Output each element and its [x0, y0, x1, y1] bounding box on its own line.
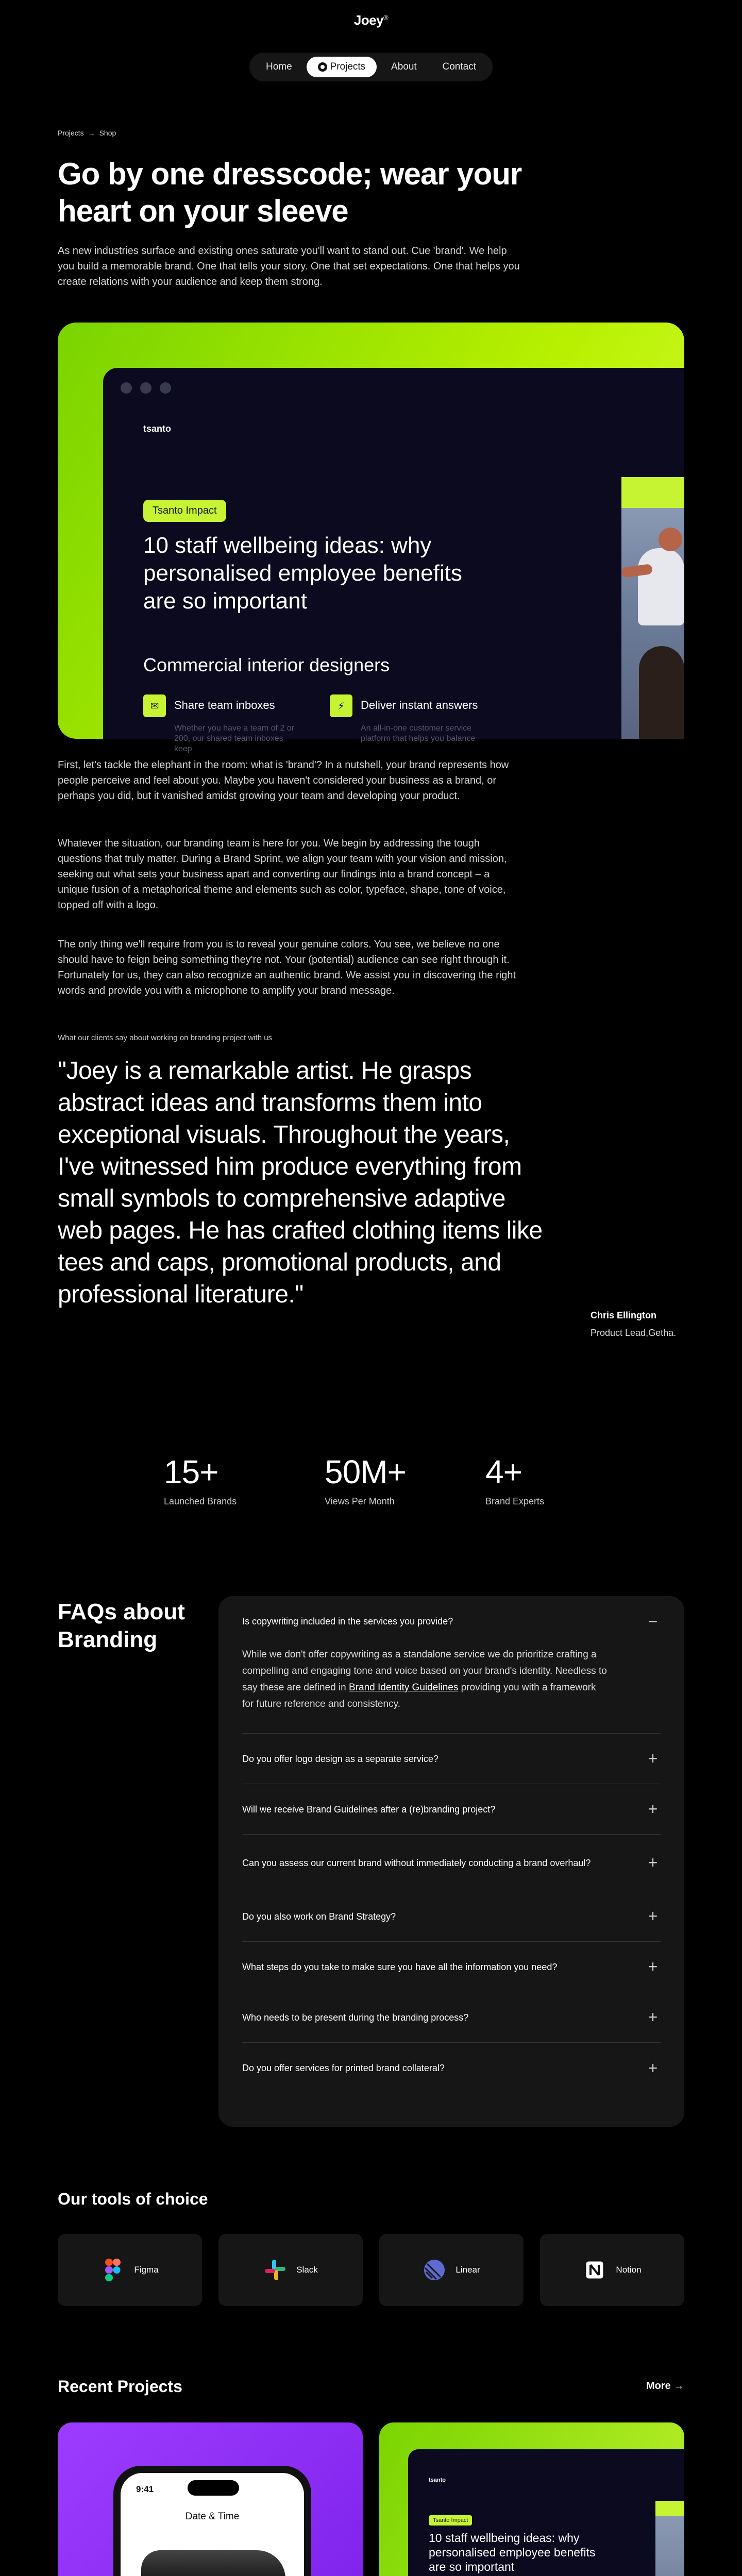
body-paragraph-1: First, let's tackle the elephant in the room: what is 'brand'? In a nutshell, your brand represents how people perceive and feel about you. Maybe you haven't considered your business as a brand, or perhaps you did, but it vanished amidst growing your team and developing your product.: [58, 759, 509, 802]
phone-time: 9:41: [136, 2484, 154, 2494]
photo-figure: [638, 548, 684, 625]
faq-question: Will we receive Brand Guidelines after a (re)branding project?: [242, 1804, 496, 1815]
project-card-crity[interactable]: [58, 2422, 363, 2576]
showcase-feature-2: [330, 694, 490, 744]
photo-figure: [659, 528, 682, 551]
faq-question: Is copywriting included in the services you provide?: [242, 1616, 453, 1626]
nav-projects[interactable]: [307, 57, 377, 77]
showcase-screen: [103, 368, 684, 753]
window-dots: [121, 382, 171, 394]
tool-label: Notion: [616, 2265, 642, 2275]
mini-headline: 10 staff wellbeing ideas: why personalised employee benefits are so important: [429, 2531, 596, 2573]
lightning-icon: ⚡: [330, 694, 352, 717]
nav-contact[interactable]: Contact: [442, 61, 476, 72]
showcase-headline: 10 staff wellbeing ideas: why personalised employee benefits are so important: [143, 533, 462, 614]
stat-launched-brands: [164, 1453, 237, 1507]
tool-figma[interactable]: [58, 2234, 202, 2306]
recent-projects-title: Recent Projects: [58, 2377, 182, 2396]
guidelines-link[interactable]: Brand Identity Guidelines: [349, 1682, 459, 1693]
faq-question: Who needs to be present during the branding process?: [242, 2012, 469, 2023]
photo-figure: [639, 646, 684, 739]
plus-icon[interactable]: +: [648, 1907, 658, 1925]
phone-screen: [121, 2473, 304, 2576]
showcase-subhead: Commercial interior designers: [143, 654, 390, 675]
plus-icon[interactable]: +: [648, 1853, 658, 1872]
faq-answer: [242, 1647, 661, 1734]
person-photo: [655, 2516, 684, 2576]
breadcrumb: [58, 129, 116, 137]
project-card-tsnato[interactable]: [379, 2422, 684, 2576]
nav-about[interactable]: About: [391, 61, 417, 72]
testimonial-lead: What our clients say about working on branding project with us: [58, 1033, 273, 1042]
faq-question: Do you offer logo design as a separate service?: [242, 1753, 439, 1764]
mini-badge: Tsanto Impact: [429, 2515, 472, 2526]
arrow-right-icon: →: [673, 2380, 684, 2392]
testimonial-author: [591, 1307, 684, 1342]
faq-item[interactable]: [242, 1734, 661, 1784]
tool-label: Figma: [134, 2265, 159, 2275]
decorative-block: [621, 477, 684, 508]
stat-value: 4+: [485, 1453, 522, 1490]
faq-item[interactable]: [242, 1992, 661, 2043]
feature-text: Whether you have a team of 2 or 200, our shared team inboxes keep: [174, 724, 295, 753]
stat-experts: [485, 1453, 544, 1507]
plus-icon[interactable]: +: [648, 2058, 658, 2077]
plus-icon[interactable]: +: [648, 1749, 658, 1768]
tool-label: Linear: [456, 2265, 480, 2275]
faq-answer-text: providing you with a framework for future reference and consistency.: [242, 1682, 596, 1709]
feature-title: Deliver instant answers: [361, 699, 478, 711]
slack-icon: [263, 2258, 287, 2282]
tool-slack[interactable]: [218, 2234, 363, 2306]
mini-logo: tsanto: [429, 2477, 446, 2483]
faq-accordion: [218, 1596, 684, 2127]
stat-views: [325, 1453, 406, 1507]
minus-icon[interactable]: −: [648, 1612, 658, 1631]
body-paragraph-2: Whatever the situation, our branding team is here for you. We begin by addressing the tough questions that truly matter. During a Brand Sprint, we align your team with your vision and mission, seeking out what sets your business apart and converting our findings into a brand concept – a unique fusion of a metaphorical theme and elements such as color, typeface, shape, tone of voice, topped off with a logo.: [58, 838, 507, 911]
faq-item-open[interactable]: [242, 1596, 661, 1647]
showcase-feature-1: [143, 694, 303, 754]
phone-header: Date & Time: [185, 2511, 240, 2522]
feature-title: Share team inboxes: [174, 699, 275, 711]
brand-mark: ®: [383, 13, 389, 22]
faq-answer-text: While we don't offer copywriting as a standalone service we do prioritize crafting a compelling and engaging tone and voice based on your brand's identity. Needless to say these are defined in: [242, 1649, 607, 1693]
stat-label: Views Per Month: [325, 1496, 395, 1506]
tool-notion[interactable]: [540, 2234, 684, 2306]
faq-item[interactable]: [242, 1835, 661, 1891]
linear-icon: [423, 2258, 446, 2282]
breadcrumb-current: Shop: [99, 129, 116, 137]
active-dot-icon: [318, 62, 327, 72]
feature-text: An all-in-one customer service platform that helps you balance: [361, 724, 476, 743]
main-nav: [249, 53, 493, 81]
plus-icon[interactable]: +: [648, 1800, 658, 1818]
hero-showcase-image: [58, 323, 684, 753]
stat-value: 15+: [164, 1453, 218, 1490]
faq-question: Do you also work on Brand Strategy?: [242, 1911, 396, 1922]
more-label: More: [646, 2380, 671, 2392]
tool-label: Slack: [296, 2265, 318, 2275]
faq-question: What steps do you take to make sure you have all the information you need?: [242, 1961, 558, 1972]
faq-item[interactable]: [242, 1784, 661, 1835]
faq-item[interactable]: [242, 2043, 661, 2093]
chat-icon: ✉: [143, 694, 166, 717]
tools-title: Our tools of choice: [58, 2190, 208, 2208]
car-image: [141, 2550, 285, 2576]
plus-icon[interactable]: +: [648, 1957, 658, 1976]
arrow-right-icon: →: [88, 129, 95, 137]
nav-home[interactable]: Home: [266, 61, 292, 72]
faq-item[interactable]: [242, 1942, 661, 1992]
plus-icon[interactable]: +: [648, 2008, 658, 2026]
faq-question: Can you assess our current brand without immediately conducting a brand overhaul?: [242, 1857, 591, 1868]
testimonial-quote: "Joey is a remarkable artist. He grasps abstract ideas and transforms them into exceptional visuals. Throughout the years, I've witnessed him produce everything from small symbols to comprehensive adaptive web pages. He has crafted clothing items like tees and caps, promotional products, and professional literature.": [58, 1057, 543, 1308]
faq-question: Do you offer services for printed brand collateral?: [242, 2063, 445, 2073]
showcase-badge: Tsanto Impact: [143, 500, 226, 522]
mini-showcase: [408, 2449, 684, 2576]
notion-icon: [583, 2258, 606, 2282]
intro-text: As new industries surface and existing ones saturate you'll want to stand out. Cue 'brand'. We help you build a memorable brand. One that tells your story. One that set expectations. One that helps you create relations with your audience and keep them strong.: [58, 245, 520, 287]
breadcrumb-parent[interactable]: Projects: [58, 129, 84, 137]
showcase-logo: tsanto: [143, 423, 171, 434]
figma-icon: [101, 2258, 125, 2282]
author-role: Product Lead,Getha.: [591, 1328, 677, 1338]
body-paragraph-3: The only thing we'll require from you is to reveal your genuine colors. You see, we believe no one should have to feign being something they're not. Your (potential) audience can see right through it. Fortunately for us, they can also recognize an authentic brand. We assist you in discovering the right words and provide you with a microphone to amplify your brand message.: [58, 939, 516, 996]
decorative-block: [655, 2501, 684, 2516]
stat-label: Brand Experts: [485, 1496, 545, 1506]
stat-value: 50M+: [325, 1453, 406, 1490]
phone-mockup: [113, 2466, 311, 2576]
author-name: Chris Ellington: [591, 1310, 656, 1320]
brand-logo[interactable]: [0, 12, 742, 28]
faq-item[interactable]: [242, 1891, 661, 1942]
nav-projects-label: Projects: [330, 61, 366, 72]
faq-title: FAQs about Branding: [58, 1599, 185, 1652]
tool-linear[interactable]: [379, 2234, 524, 2306]
stat-label: Launched Brands: [164, 1496, 237, 1506]
page-title: Go by one dresscode; wear your heart on your sleeve: [58, 157, 522, 228]
brand-name: Joey: [353, 12, 384, 28]
phone-notch: [188, 2480, 239, 2496]
more-projects-link[interactable]: [646, 2380, 684, 2392]
